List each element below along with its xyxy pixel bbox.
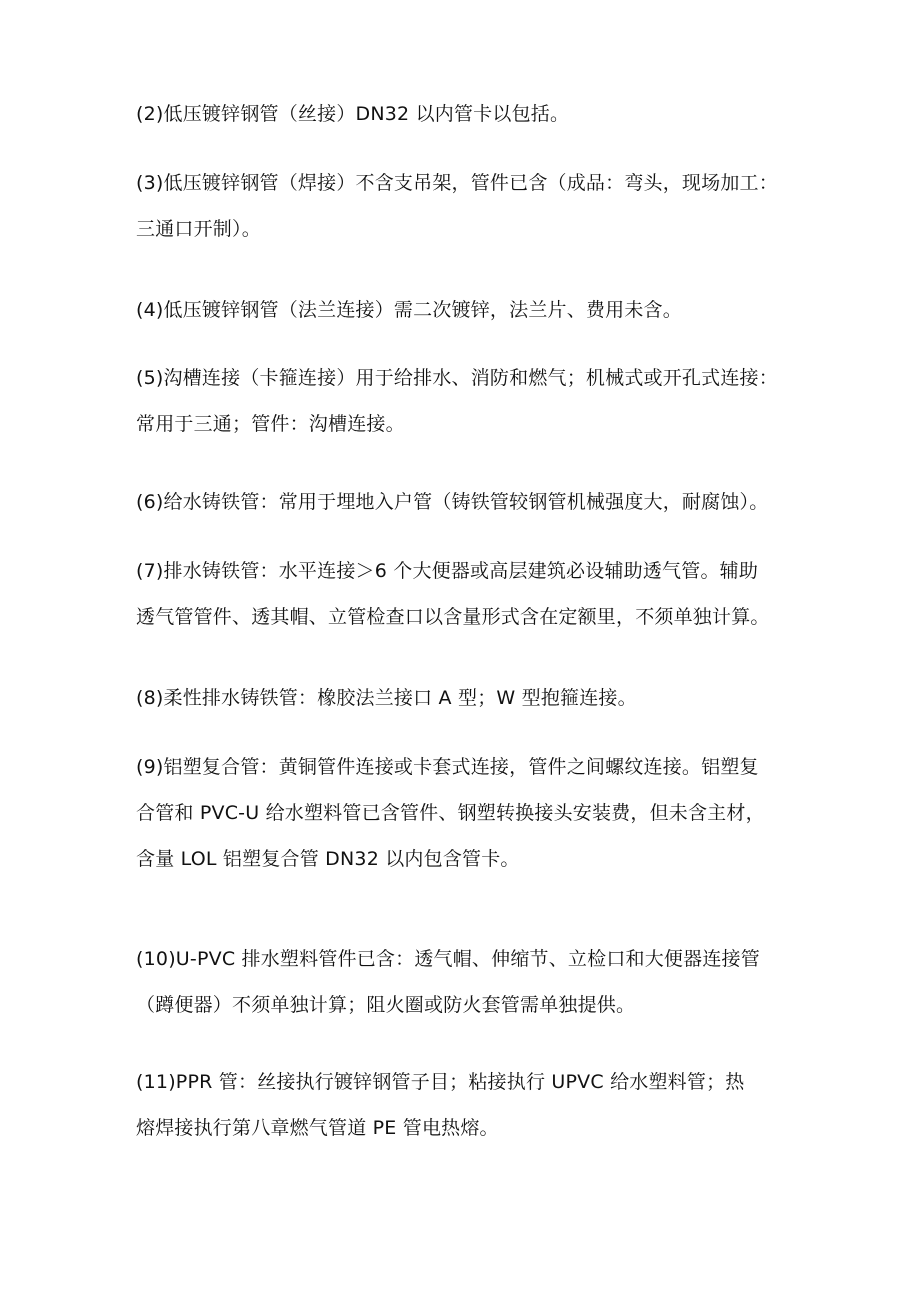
paragraph-line: 三通口开制）。 bbox=[136, 218, 261, 240]
paragraph-line: (6)给水铸铁管：常用于埋地入户管（铸铁管较钢管机械强度大，耐腐蚀）。 bbox=[136, 491, 769, 513]
paragraph-9 bbox=[136, 744, 808, 882]
paragraph-line: (5)沟槽连接（卡箍连接）用于给排水、消防和燃气；机械式或开孔式连接： bbox=[136, 367, 778, 389]
paragraph-line: 含量 LOL 铝塑复合管 DN32 以内包含管卡。 bbox=[136, 848, 520, 870]
paragraph-line: 合管和 PVC-U 给水塑料管已含管件、钢塑转换接头安装费，但未含主材， bbox=[136, 802, 765, 824]
paragraph-3 bbox=[136, 160, 808, 252]
paragraph-7 bbox=[136, 548, 808, 640]
paragraph-8 bbox=[136, 675, 808, 721]
paragraph-line: 熔焊接执行第八章燃气管道 PE 管电热熔。 bbox=[136, 1117, 499, 1139]
paragraph-4 bbox=[136, 287, 808, 333]
paragraph-line: (4)低压镀锌钢管（法兰连接）需二次镀锌，法兰片、费用未含。 bbox=[136, 299, 682, 321]
paragraph-11 bbox=[136, 1059, 808, 1151]
paragraph-2 bbox=[136, 91, 808, 137]
paragraph-line: （蹲便器）不须单独计算；阻火圈或防火套管需单独提供。 bbox=[136, 994, 636, 1016]
paragraph-line: (8)柔性排水铸铁管：橡胶法兰接口 A 型；W 型抱箍连接。 bbox=[136, 687, 637, 709]
paragraph-line: (7)排水铸铁管：水平连接＞6 个大便器或高层建筑必设辅助透气管。辅助 bbox=[136, 560, 759, 582]
paragraph-line: (2)低压镀锌钢管（丝接）DN32 以内管卡以包括。 bbox=[136, 103, 570, 125]
paragraph-line: 透气管管件、透其帽、立管检查口以含量形式含在定额里，不须单独计算。 bbox=[136, 606, 770, 628]
paragraph-5 bbox=[136, 355, 808, 447]
paragraph-line: (10)U-PVC 排水塑料管件已含：透气帽、伸缩节、立检口和大便器连接管 bbox=[136, 948, 760, 970]
paragraph-line: (9)铝塑复合管：黄铜管件连接或卡套式连接，管件之间螺纹连接。铝塑复 bbox=[136, 756, 759, 778]
paragraph-line: (11)PPR 管：丝接执行镀锌钢管子目；粘接执行 UPVC 给水塑料管；热 bbox=[136, 1071, 745, 1093]
paragraph-6 bbox=[136, 479, 808, 525]
paragraph-line: 常用于三通；管件：沟槽连接。 bbox=[136, 413, 405, 435]
paragraph-10 bbox=[136, 936, 808, 1028]
paragraph-line: (3)低压镀锌钢管（焊接）不含支吊架，管件已含（成品：弯头，现场加工： bbox=[136, 172, 778, 194]
